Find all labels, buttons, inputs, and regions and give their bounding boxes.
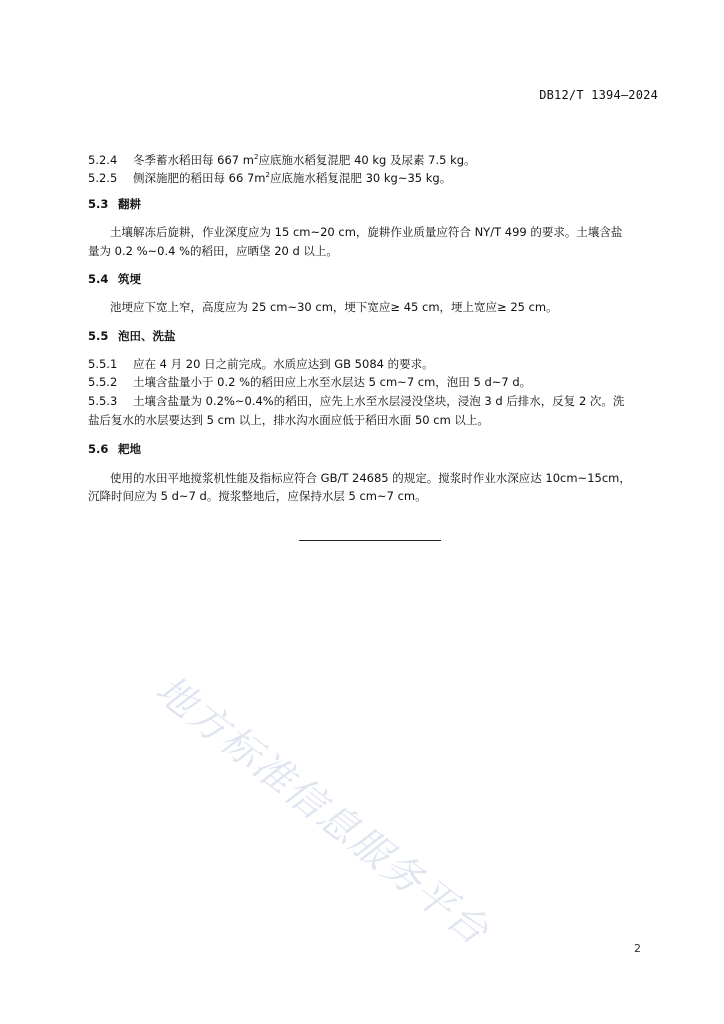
section-heading-5-4 bbox=[88, 271, 141, 287]
section-number: 5.3 bbox=[88, 197, 109, 211]
section-title: 耙地 bbox=[118, 442, 141, 456]
section-title: 筑埂 bbox=[118, 272, 141, 286]
clause-text-post: 应底施水稻复混肥 30 kg~35 kg。 bbox=[269, 171, 452, 185]
clause-text: 应在 4 月 20 日之前完成。水质应达到 GB 5084 的要求。 bbox=[133, 357, 434, 371]
section-title: 翻耕 bbox=[118, 197, 141, 211]
paragraph-line: 池埂应下宽上窄，高度应为 25 cm~30 cm，埂下宽应≥ 45 cm，埂上宽应≥ 25 cm。 bbox=[110, 300, 558, 314]
paragraph-line: 使用的水田平地搅浆机性能及指标应符合 GB/T 24685 的规定。搅浆时作业水深应达 10cm~15cm， bbox=[110, 471, 631, 485]
section-heading-5-3 bbox=[88, 196, 141, 212]
clause-number: 5.5.1 bbox=[88, 357, 118, 371]
document-code: DB12/T 1394—2024 bbox=[539, 88, 658, 102]
clause-text: 土壤含盐量小于 0.2 %的稻田应上水至水层达 5 cm~7 cm，泡田 5 d~7 d。 bbox=[133, 375, 532, 389]
section-number: 5.4 bbox=[88, 272, 109, 286]
page-number: 2 bbox=[634, 942, 641, 955]
section-number: 5.6 bbox=[88, 442, 109, 456]
clause-number: 5.5.3 bbox=[88, 394, 118, 408]
clause-number: 5.5.2 bbox=[88, 375, 118, 389]
clause-5-5-1 bbox=[88, 356, 434, 372]
clause-5-2-5 bbox=[88, 167, 451, 186]
end-rule bbox=[299, 540, 441, 541]
watermark: 地方标准信息服务平台 bbox=[146, 667, 498, 955]
section-title: 泡田、洗盐 bbox=[118, 329, 176, 343]
paragraph-line: 沉降时间应为 5 d~7 d。搅浆整地后，应保持水层 5 cm~7 cm。 bbox=[88, 489, 427, 503]
paragraph-line: 量为 0.2 %~0.4 %的稻田，应晒垡 20 d 以上。 bbox=[88, 244, 338, 258]
clause-text-pre: 冬季蓄水稻田每 667 m bbox=[133, 153, 254, 167]
paragraph-line: 盐后复水的水层要达到 5 cm 以上，排水沟水面应低于稻田水面 50 cm 以上。 bbox=[88, 413, 489, 427]
clause-5-2-4 bbox=[88, 149, 476, 168]
section-heading-5-6 bbox=[88, 441, 141, 457]
paragraph-line: 土壤解冻后旋耕，作业深度应为 15 cm~20 cm，旋耕作业质量应符合 NY/T 499 的要求。土壤含盐 bbox=[110, 225, 623, 239]
section-heading-5-5 bbox=[88, 328, 176, 344]
section-number: 5.5 bbox=[88, 329, 109, 343]
clause-text-pre: 侧深施肥的稻田每 66 7m bbox=[133, 171, 266, 185]
superscript: 2 bbox=[265, 171, 270, 179]
clause-number: 5.2.4 bbox=[88, 153, 118, 167]
clause-text: 土壤含盐量为 0.2%~0.4%的稻田，应先上水至水层浸没垡块，浸泡 3 d 后排水，反复 2 次。洗 bbox=[133, 394, 625, 408]
clause-text-post: 应底施水稻复混肥 40 kg 及尿素 7.5 kg。 bbox=[258, 153, 476, 167]
clause-number: 5.2.5 bbox=[88, 171, 118, 185]
clause-5-5-2 bbox=[88, 374, 531, 390]
superscript: 2 bbox=[253, 153, 259, 161]
clause-5-5-3 bbox=[88, 393, 624, 409]
